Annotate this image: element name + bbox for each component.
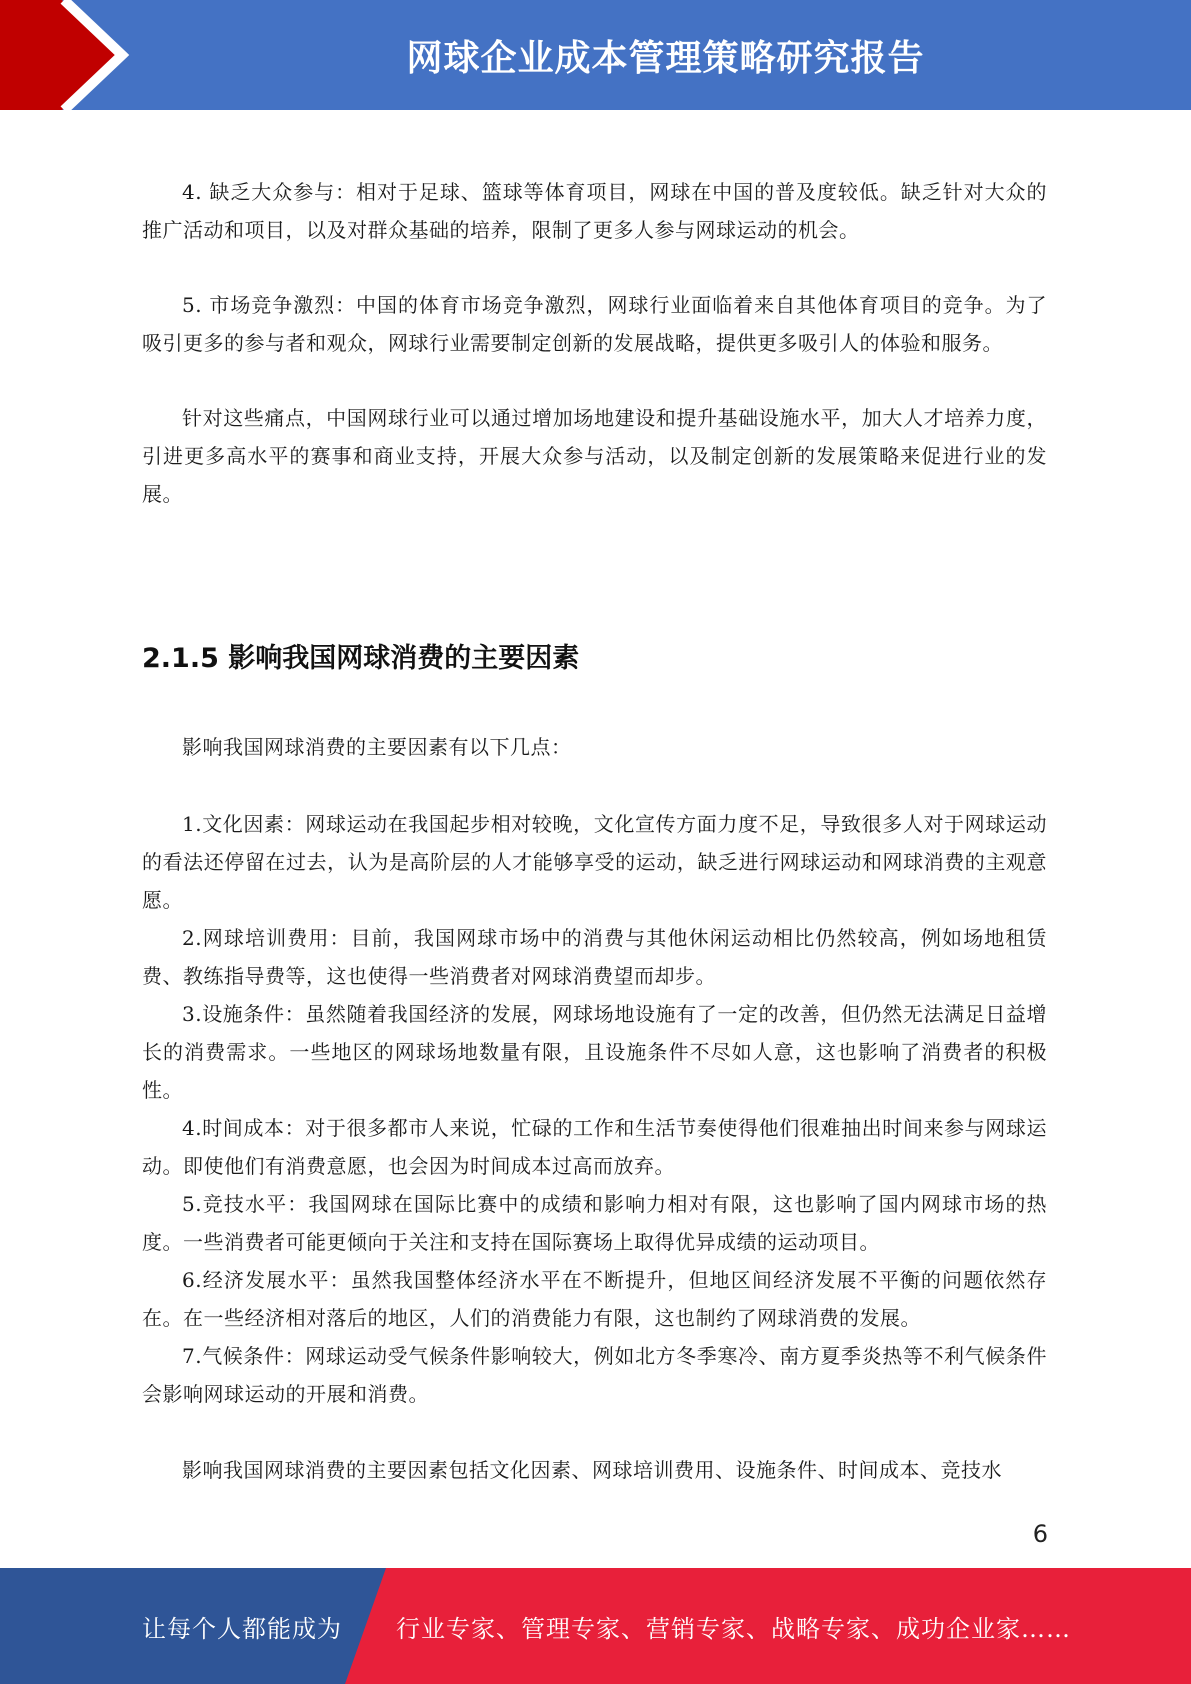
section-summary: [142, 1451, 1047, 1489]
paragraph: 影响我国网球消费的主要因素有以下几点：: [182, 735, 572, 759]
list-item: 5.竞技水平：我国网球在国际比赛中的成绩和影响力相对有限，这也影响了国内网球市场的热度。一些消费者可能更倾向于关注和支持在国际赛场上取得优异成绩的运动项目。: [142, 1192, 1047, 1254]
paragraph: 影响我国网球消费的主要因素包括文化因素、网球培训费用、设施条件、时间成本、竞技水: [182, 1458, 1002, 1482]
footer-slogan-left: 让每个人都能成为: [142, 1614, 342, 1643]
footer-slogan-right: 行业专家、管理专家、营销专家、战略专家、成功企业家……: [396, 1614, 1071, 1643]
section-lead: [142, 728, 1047, 766]
paragraph: 针对这些痛点，中国网球行业可以通过增加场地建设和提升基础设施水平，加大人才培养力度，引进更多高水平的赛事和商业支持，开展大众参与活动，以及制定创新的发展策略来促进行业的发展。: [142, 406, 1047, 506]
intro-paragraph-1: [142, 173, 1047, 249]
list-item: 2.网球培训费用：目前，我国网球市场中的消费与其他休闲运动相比仍然较高，例如场地租赁费、教练指导费等，这也使得一些消费者对网球消费望而却步。: [142, 926, 1047, 988]
list-item: 6.经济发展水平：虽然我国整体经济水平在不断提升，但地区间经济发展不平衡的问题依然存在。在一些经济相对落后的地区，人们的消费能力有限，这也制约了网球消费的发展。: [142, 1268, 1047, 1330]
factor-list: [142, 805, 1047, 1413]
intro-paragraph-2: [142, 286, 1047, 362]
list-item: 3.设施条件：虽然随着我国经济的发展，网球场地设施有了一定的改善，但仍然无法满足日益增长的消费需求。一些地区的网球场地数量有限，且设施条件不尽如人意，这也影响了消费者的积极性。: [142, 1002, 1047, 1102]
paragraph: 4. 缺乏大众参与：相对于足球、篮球等体育项目，网球在中国的普及度较低。缺乏针对大众的推广活动和项目，以及对群众基础的培养，限制了更多人参与网球运动的机会。: [142, 180, 1047, 242]
list-item: 7.气候条件：网球运动受气候条件影响较大，例如北方冬季寒冷、南方夏季炎热等不利气候条件会影响网球运动的开展和消费。: [142, 1344, 1047, 1406]
section-heading: 2.1.5 影响我国网球消费的主要因素: [142, 643, 580, 674]
header-arrow-icon: [0, 0, 160, 110]
list-item: 1.文化因素：网球运动在我国起步相对较晚，文化宣传方面力度不足，导致很多人对于网球运动的看法还停留在过去，认为是高阶层的人才能够享受的运动，缺乏进行网球运动和网球消费的主观意愿。: [142, 812, 1047, 912]
intro-paragraph-3: [142, 399, 1047, 513]
report-title: 网球企业成本管理策略研究报告: [406, 37, 925, 79]
paragraph: 5. 市场竞争激烈：中国的体育市场竞争激烈，网球行业面临着来自其他体育项目的竞争。为了吸引更多的参与者和观众，网球行业需要制定创新的发展战略，提供更多吸引人的体验和服务。: [142, 293, 1047, 355]
page-footer: [0, 1568, 1191, 1684]
page-number: 6: [1032, 1520, 1048, 1548]
list-item: 4.时间成本：对于很多都市人来说，忙碌的工作和生活节奏使得他们很难抽出时间来参与网球运动。即使他们有消费意愿，也会因为时间成本过高而放弃。: [142, 1116, 1047, 1178]
page-header: [0, 0, 1191, 110]
